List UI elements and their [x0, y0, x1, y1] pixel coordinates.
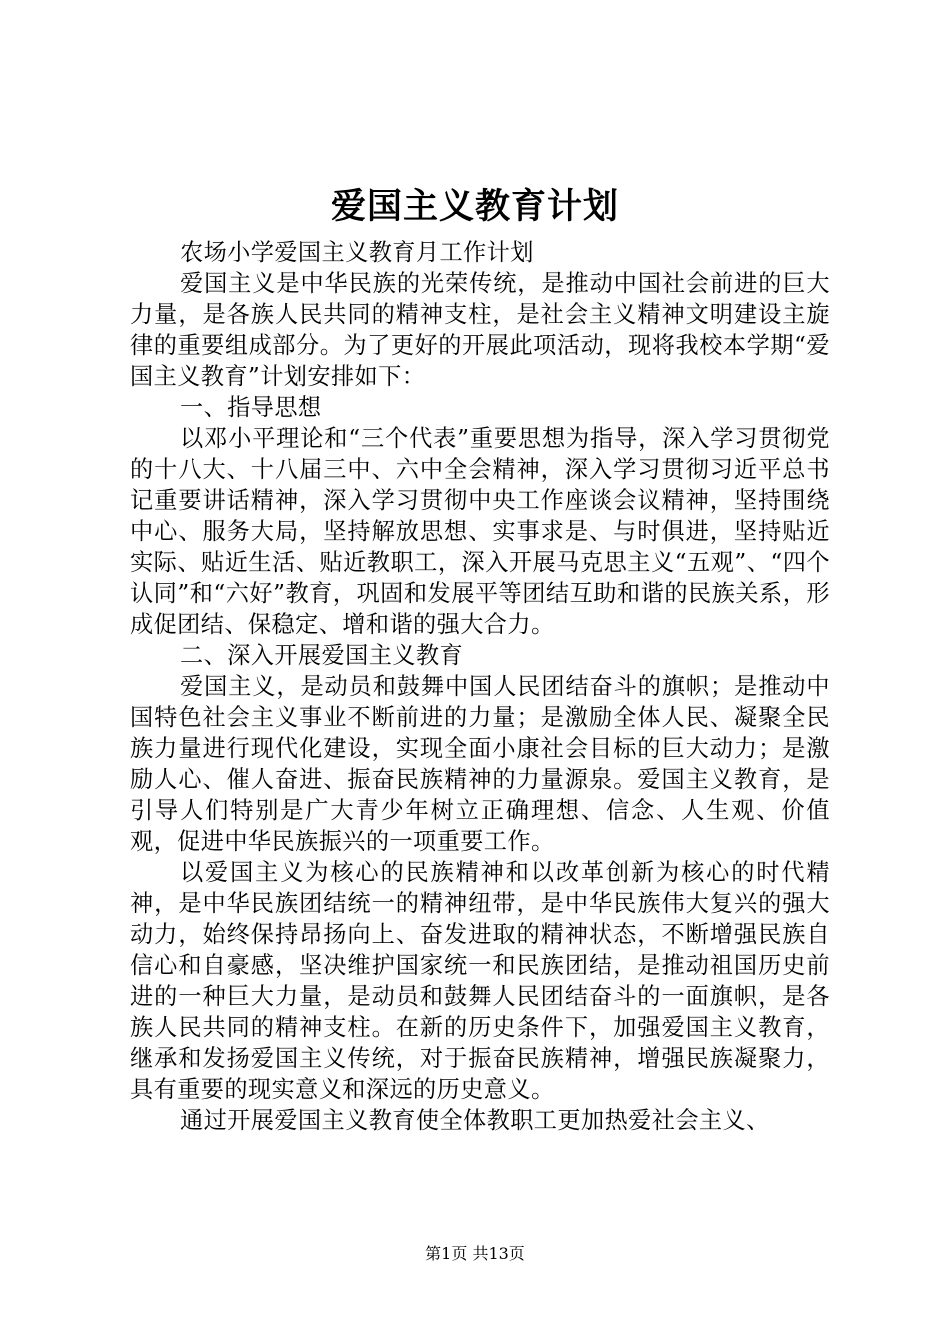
section-heading-guiding-ideology: 一、指导思想 — [180, 394, 322, 421]
section-heading-patriotic-education: 二、深入开展爱国主义教育 — [180, 642, 464, 669]
paragraph-intro: 爱国主义是中华民族的光荣传统，是推动中国社会前进的巨大力量，是各族人民共同的精神支柱，是社会主义精神文明建设主旋律的重要组成部分。为了更好的开展此项活动，现将我校本学期“爱国主义教育”计划安排如下： — [130, 270, 830, 390]
paragraph-subtitle: 农场小学爱国主义教育月工作计划 — [180, 239, 534, 266]
page-number-footer: 第1页 共13页 — [425, 1244, 525, 1263]
paragraph-national-spirit: 以爱国主义为核心的民族精神和以改革创新为核心的时代精神，是中华民族团结统一的精神纽带，是中华民族伟大复兴的强大动力，始终保持昂扬向上、奋发进取的精神状态，不断增强民族自信心和自豪感，坚决维护国家统一和民族团结，是推动祖国历史前进的一种巨大力量，是动员和鼓舞人民团结奋斗的一面旗帜，是各族人民共同的精神支柱。在新的历史条件下，加强爱国主义教育，继承和发扬爱国主义传统，对于振奋民族精神，增强民族凝聚力，具有重要的现实意义和深远的历史意义。 — [130, 859, 830, 1103]
document-title: 爱国主义教育计划 — [330, 186, 619, 227]
paragraph-guiding-ideology: 以邓小平理论和“三个代表”重要思想为指导，深入学习贯彻党的十八大、十八届三中、六中全会精神，深入学习贯彻习近平总书记重要讲话精神，深入学习贯彻中央工作座谈会议精神，坚持围绕中心、服务大局，坚持解放思想、实事求是、与时俱进，坚持贴近实际、贴近生活、贴近教职工，深入开展马克思主义“五观”、“四个认同”和“六好”教育，巩固和发展平等团结互助和谐的民族关系，形成促团结、保稳定、增和谐的强大合力。 — [130, 425, 830, 638]
paragraph-continuation: 通过开展爱国主义教育使全体教职工更加热爱社会主义、 — [180, 1107, 770, 1134]
document-body — [130, 237, 830, 1136]
paragraph-patriotism-definition: 爱国主义，是动员和鼓舞中国人民团结奋斗的旗帜；是推动中国特色社会主义事业不断前进的力量；是激励全体人民、凝聚全民族力量进行现代化建设，实现全面小康社会目标的巨大动力；是激励人心、催人奋进、振奋民族精神的力量源泉。爱国主义教育，是引导人们特别是广大青少年树立正确理想、信念、人生观、价值观，促进中华民族振兴的一项重要工作。 — [130, 673, 830, 855]
